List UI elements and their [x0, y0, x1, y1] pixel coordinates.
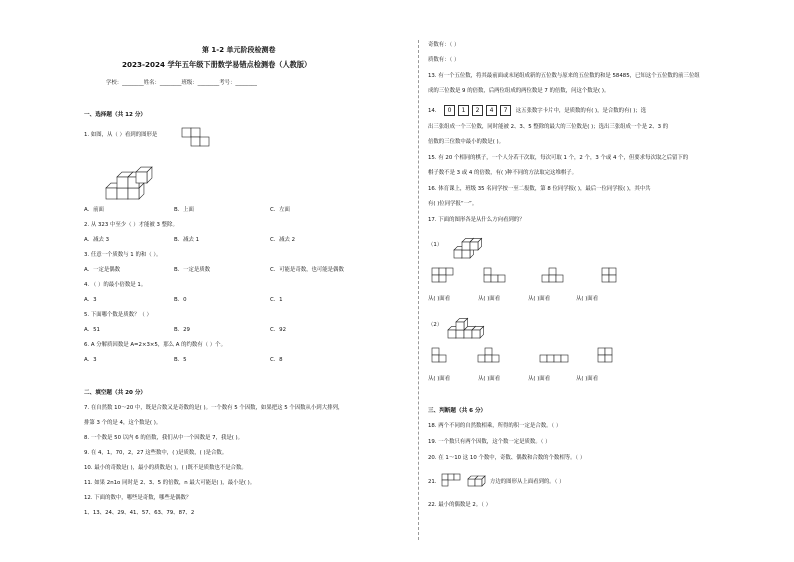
page-subtitle: 2023-2024 学年五年级下册数学易错点检测卷（人教版） — [122, 60, 312, 69]
column-divider — [418, 40, 419, 540]
q14-text-line2: 出三张组成一个三位数，同时能被 2、3、5 整除的最大的三位数是( )；选出三张组成一个是 2、3 的 — [428, 124, 669, 130]
q17-1-view-d — [602, 268, 624, 284]
digit-card: 0 — [444, 105, 455, 116]
q17-2-view-c — [540, 348, 570, 364]
q1-view-figure — [182, 128, 222, 150]
q13-text-line2: 成的三位数是 9 的倍数，后两位组成的两位数是 7 的倍数，问这个数是( )。 — [428, 88, 610, 94]
q16-text-line1: 16. 体育课上，班级 35 名同学按一至二报数，第 8 位同学报( )，最后一位同学报( )，其中共 — [428, 186, 651, 192]
q15-text-line1: 15. 有 20 个相同的棋子，一个人分若干次取，每次可取 1 个，2 个，3 个或 4 个，但要求每次取之后留下的 — [428, 155, 689, 161]
q17-2-view-a-answer[interactable]: 从( )面看 — [428, 376, 451, 382]
q21-cube-figure — [468, 474, 490, 488]
q4-option-c[interactable]: C．1 — [270, 297, 283, 303]
q14-text-line1: 这五张数字卡片中，是质数的有( )，是合数的有( )；选 — [515, 108, 647, 114]
q5-text: 5. 下面哪个数是质数？（ ） — [84, 312, 152, 318]
section-fill-title: 二、填空题（共 20 分） — [84, 390, 147, 396]
q5-option-c[interactable]: C．92 — [270, 327, 287, 333]
q4-option-a[interactable]: A．3 — [84, 297, 97, 303]
q10-text: 10. 最小的奇数是( )，最小的质数是( )，( )既不是质数也不是合数。 — [84, 465, 247, 471]
q17-part2-cube-figure — [448, 314, 494, 336]
q18-text: 18. 两个不同的自然数相乘，所得的积一定是合数。（ ） — [428, 423, 562, 429]
q12-number-list: 1、13、24、29、41、57、63、79、87、2 — [84, 510, 195, 516]
q17-2-view-c-answer[interactable]: 从( )面看 — [528, 376, 551, 382]
section-judge-title: 三、判断题（共 6 分） — [428, 408, 487, 414]
q6-option-a[interactable]: A．3 — [84, 357, 97, 363]
q17-part1-cube-figure — [454, 234, 490, 256]
q11-text: 11. 如果 2n1o 同时是 2、3、5 的倍数，n 最大可能是( )，最小是( )。 — [84, 480, 256, 486]
section-choice-title: 一、选择题（共 12 分） — [84, 112, 147, 118]
q17-1-view-d-answer[interactable]: 从( )面看 — [576, 296, 599, 302]
q17-1-view-b — [484, 268, 506, 284]
q6-option-c[interactable]: C．8 — [270, 357, 283, 363]
q14-card-row — [428, 105, 646, 116]
student-info-line: 学校：________姓名：________班级：________考号：________ — [106, 80, 257, 86]
q6-text: 6. A 分解质因数是 A=2×3×5，那么 A 的约数有（ ）个。 — [84, 342, 226, 348]
q17-1-view-a-answer[interactable]: 从( )面看 — [428, 296, 451, 302]
q17-2-view-b — [478, 348, 508, 364]
prime-numbers-answer: 质数有：（ ） — [428, 57, 460, 63]
q2-text: 2. 从 323 中至少（ ）才能被 3 整除。 — [84, 222, 178, 228]
q1-cube-figure — [106, 160, 166, 200]
q17-2-view-d — [598, 348, 620, 364]
q21-number: 21. — [428, 479, 437, 485]
q17-1-view-c — [542, 268, 564, 284]
q14-number: 14. — [428, 108, 437, 114]
q17-2-view-b-answer[interactable]: 从( )面看 — [478, 376, 501, 382]
q7-text-line2: 排第 3 个的是 4，这个数是( )。 — [84, 420, 162, 426]
q20-text: 20. 在 1～10 这 10 个数中，奇数、偶数和合数的个数相等。（ ） — [428, 455, 586, 461]
digit-card: 1 — [458, 105, 469, 116]
q6-option-b[interactable]: B．5 — [174, 357, 187, 363]
page-title: 第 1-2 单元阶段检测卷 — [202, 46, 276, 54]
q17-text: 17. 下面的图形各是从什么方向看到的？ — [428, 217, 525, 223]
q9-text: 9. 在 4，1，70，2，27 这些数中，( )是质数，( )是合数。 — [84, 450, 228, 456]
q17-2-view-d-answer[interactable]: 从( )面看 — [576, 376, 599, 382]
digit-card: 7 — [500, 105, 511, 116]
q17-1-view-a — [432, 268, 454, 284]
q13-text-line1: 13. 有一个五位数，将其最前面或末尾组成新的五位数与原来的五位数的和是 58485，已知这个五位数的前三位组 — [428, 73, 700, 79]
q17-1-view-c-answer[interactable]: 从( )面看 — [528, 296, 551, 302]
q1-option-b[interactable]: B．上面 — [174, 207, 194, 213]
q19-text: 19. 一个数只有两个因数，这个数一定是质数。（ ） — [428, 439, 551, 445]
digit-card: 4 — [486, 105, 497, 116]
q7-text-line1: 7. 在自然数 10～20 中，既是合数又是奇数的是( )。一个数有 5 个因数，如果把这 5 个因数从小到大排列， — [84, 405, 344, 411]
q3-option-b[interactable]: B．一定是质数 — [174, 267, 211, 273]
q22-text: 22. 最小的偶数是 2。（ ） — [428, 502, 491, 508]
q2-option-c[interactable]: C．减去 2 — [270, 237, 296, 243]
q21-view-figure — [442, 474, 464, 488]
q15-text-line2: 棋子数不是 3 或 4 的倍数，有( )种不同的方法取完这堆棋子。 — [428, 170, 578, 176]
q1-option-a[interactable]: A．前面 — [84, 207, 104, 213]
q3-option-a[interactable]: A．一定是偶数 — [84, 267, 121, 273]
odd-numbers-answer: 奇数有：（ ） — [428, 42, 460, 48]
q17-1-view-b-answer[interactable]: 从( )面看 — [478, 296, 501, 302]
q17-2-view-a — [432, 348, 454, 364]
q5-option-a[interactable]: A．51 — [84, 327, 100, 333]
q1-text: 1. 如图，从（ ）看到的图形是 — [84, 132, 158, 138]
q8-text: 8. 一个数是 50 以内 6 的倍数，我们从中一个因数是 7，我是( )。 — [84, 435, 244, 441]
q5-option-b[interactable]: B．29 — [174, 327, 190, 333]
q14-text-line3: 倍数的三位数中最小的数是( )。 — [428, 139, 504, 145]
q21-text: 方边的图形从上面看到的。（ ） — [490, 479, 565, 485]
q12-text: 12. 下面的数中，哪些是奇数，哪些是偶数？ — [84, 495, 192, 501]
q17-part1-label: （1） — [428, 242, 443, 248]
q3-option-c[interactable]: C．可能是奇数，也可能是偶数 — [270, 267, 344, 273]
q16-text-line2: 有( )位同学报“一”。 — [428, 201, 478, 207]
q3-text: 3. 任意一个质数与 1 的和（ ）。 — [84, 252, 162, 258]
q4-text: 4. （ ）的最小倍数是 1。 — [84, 282, 147, 288]
q2-option-a[interactable]: A．减去 3 — [84, 237, 110, 243]
q2-option-b[interactable]: B．减去 1 — [174, 237, 200, 243]
digit-card: 2 — [472, 105, 483, 116]
q17-part2-label: （2） — [428, 322, 443, 328]
q4-option-b[interactable]: B．0 — [174, 297, 187, 303]
q1-option-c[interactable]: C．左面 — [270, 207, 290, 213]
